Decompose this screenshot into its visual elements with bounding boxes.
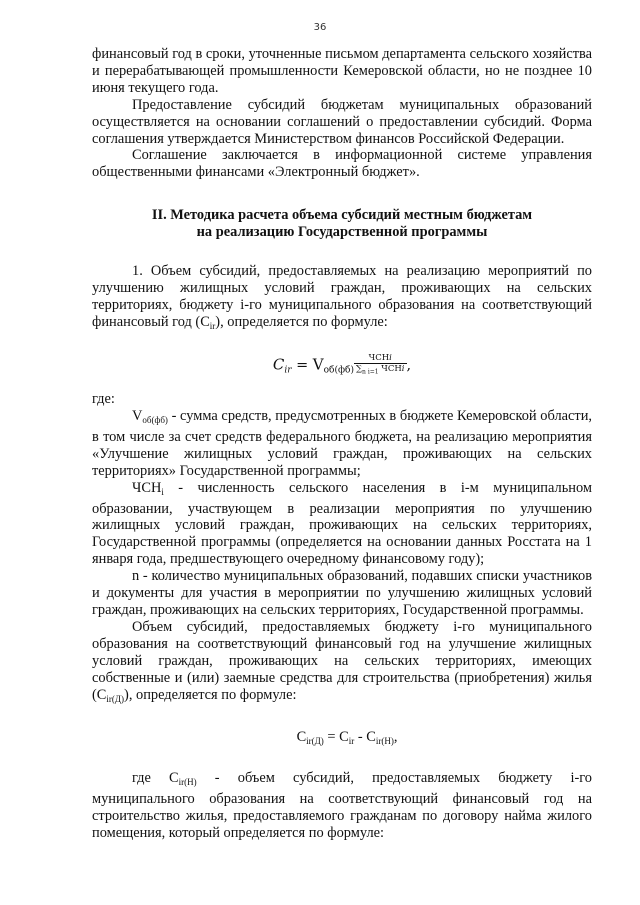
paragraph-6-sub: ir(H) bbox=[178, 777, 197, 788]
formula-1-v: V bbox=[312, 355, 324, 374]
paragraph-5-sub: ir(Д) bbox=[106, 693, 125, 704]
formula-2-b-sub: ir bbox=[348, 736, 355, 747]
paragraph-4 bbox=[92, 263, 592, 335]
paragraph-4-text: 1. Объем субсидий, предоставляемых на реализацию мероприятий по улучшению жилищных условий граждан, проживающих на сельских территориях, бюджету i-го муниципального образования на соответствующий финансовый год (C bbox=[92, 263, 592, 330]
formula-2 bbox=[102, 729, 592, 750]
formula-2-mid: = C bbox=[323, 729, 349, 746]
formula-1-tail: , bbox=[406, 357, 412, 374]
paragraph-4-subscript: ir bbox=[209, 320, 216, 331]
def-chsn-symbol: ЧСН bbox=[132, 479, 162, 496]
formula-1-numerator bbox=[354, 353, 407, 364]
definition-v bbox=[92, 408, 592, 480]
paragraph-5 bbox=[92, 619, 592, 708]
definition-chsn bbox=[92, 480, 592, 569]
formula-2-a: C bbox=[296, 729, 307, 746]
section-heading bbox=[92, 207, 592, 241]
formula-1-denominator bbox=[354, 364, 407, 378]
def-v-sub: об(фб) bbox=[142, 415, 168, 426]
denominator-text: ЧСН bbox=[378, 363, 402, 374]
page-number: 36 bbox=[313, 22, 327, 33]
formula-2-minus: - C bbox=[354, 729, 376, 746]
heading-line-2: на реализацию Государственной программы bbox=[196, 224, 488, 241]
paragraph-5-end: ), определяется по формуле: bbox=[124, 686, 297, 703]
def-v-text: - сумма средств, предусмотренных в бюджете Кемеровской области, в том числе за счет средств федерального бюджета, на реализацию мероприятия «Улучшение жилищных условий граждан, проживающих на сельских территориях» Государственной программы; bbox=[92, 408, 592, 479]
paragraph-6-start: где C bbox=[132, 770, 179, 787]
numerator-text: ЧСН bbox=[368, 352, 390, 363]
def-chsn-sub: i bbox=[161, 486, 164, 497]
def-v-symbol: V bbox=[132, 408, 143, 425]
where-label: где: bbox=[92, 391, 115, 408]
denominator-sub: i bbox=[401, 363, 405, 374]
formula-1 bbox=[92, 353, 592, 379]
sum-limits: n i=1 bbox=[362, 368, 379, 376]
formula-1-lhs: C bbox=[272, 355, 285, 374]
numerator-sub: i bbox=[389, 352, 392, 363]
def-chsn-text: - численность сельского населения в i-м муниципальном образовании, участвующем в реализации мероприятия по улучшению жилищных условий граждан, проживающих на сельских территориях, Государственной программы (определяется на основании данных Росстата на 1 января года, предшествующего очередному финансовому году); bbox=[92, 479, 592, 568]
formula-1-lhs-sub: ir bbox=[284, 365, 292, 376]
document-body bbox=[92, 46, 592, 842]
formula-2-a-sub: ir(Д) bbox=[306, 736, 324, 747]
formula-1-v-sub: об(фб) bbox=[323, 365, 354, 376]
paragraph-6-text: - объем субсидий, предоставляемых бюджету i-го муниципального образования на соответствующий финансовый год на строительство жилья, предоставляемого гражданам по договору найма жилого помещения, который определяется по формуле: bbox=[92, 770, 592, 842]
paragraph-6 bbox=[92, 770, 592, 842]
paragraph-2: Предоставление субсидий бюджетам муниципальных образований осуществляется на основании соглашений о предоставлении субсидий. Форма соглашения утверждается Министерством финансов Российской Федерации. bbox=[92, 96, 592, 147]
heading-line-1: II. Методика расчета объема субсидий местным бюджетам bbox=[151, 207, 533, 224]
paragraph-4-end: ), определяется по формуле: bbox=[215, 313, 388, 330]
definition-n: n - количество муниципальных образований, подавших списки участников и документы для участия в мероприятии по улучшению жилищных условий граждан, проживающих на сельских территориях, Государственной программы. bbox=[92, 568, 592, 618]
paragraph-3: Соглашение заключается в информационной системе управления общественными финансами «Электронный бюджет». bbox=[92, 147, 592, 181]
formula-1-eq: = bbox=[291, 357, 313, 374]
formula-1-fraction bbox=[354, 353, 407, 378]
paragraph-5-text: Объем субсидий, предоставляемых бюджету i-го муниципального образования на соответствующий финансовый год на улучшение жилищных условий граждан, проживающих на сельских территориях, имеющих собственные и (или) заемные средства для строительства (приобретения) жилья (C bbox=[92, 618, 592, 703]
formula-2-c-sub: ir(H) bbox=[375, 736, 394, 747]
formula-2-tail: , bbox=[393, 729, 398, 746]
sum-symbol: ∑ bbox=[355, 363, 363, 374]
paragraph-1: финансовый год в сроки, уточненные письмом департамента сельского хозяйства и перерабатывающей промышленности Кемеровской области, но не позднее 10 июня текущего года. bbox=[92, 46, 592, 96]
